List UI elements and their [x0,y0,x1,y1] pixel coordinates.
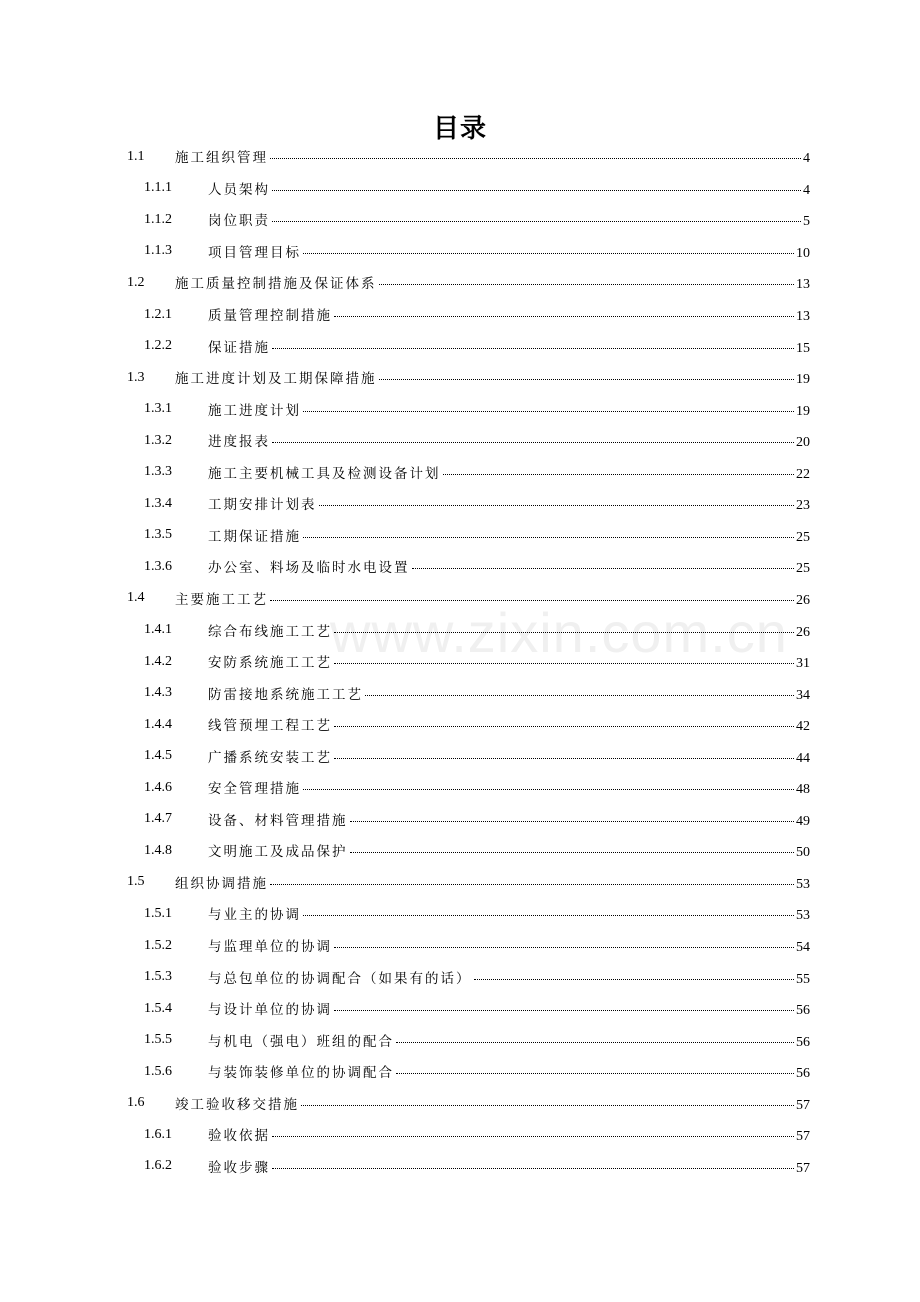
toc-entry-line [208,935,810,956]
toc-entry-text: 与监理单位的协调 [208,939,332,955]
toc-entry-line [175,588,810,609]
toc-entry-text: 与总包单位的协调配合（如果有的话） [208,970,472,987]
toc-entry-section[interactable] [0,867,920,899]
toc-entry-page-number: 4 [803,182,810,198]
toc-dot-leader [303,253,794,254]
toc-entry-text: 施工组织管理 [175,150,268,167]
toc-entry-number: 1.4.4 [144,716,172,732]
toc-entry-subsection[interactable] [0,930,920,962]
toc-entry-page-number: 20 [796,435,810,451]
toc-entry-text: 施工进度计划 [208,402,301,419]
toc-entry-number: 1.3.3 [144,464,172,480]
toc-entry-page-number: 56 [796,1003,810,1019]
toc-entry-line [208,620,810,641]
toc-entry-number: 1.6.2 [144,1158,172,1174]
toc-entry-number: 1.2 [127,274,145,290]
toc-entry-line [208,304,810,325]
toc-entry-page-number: 22 [796,466,810,482]
toc-entry-subsection[interactable] [0,425,920,457]
toc-entry-number: 1.4 [127,590,145,606]
toc-entry-number: 1.5.2 [144,937,172,953]
toc-entry-line [208,1030,810,1051]
toc-entry-text: 与装饰装修单位的协调配合 [208,1065,394,1082]
toc-entry-number: 1.5.6 [144,1063,172,1079]
toc-entry-text: 主要施工工艺 [175,591,268,608]
toc-dot-leader [350,821,795,822]
toc-entry-number: 1.3.1 [144,401,172,417]
toc-dot-leader [412,568,795,569]
toc-dot-leader [270,158,801,159]
toc-entry-line [208,809,810,830]
toc-entry-number: 1.1 [127,148,145,164]
toc-entry-text: 工期安排计划表 [208,497,317,514]
toc-entry-subsection[interactable] [0,898,920,930]
toc-entry-text: 与设计单位的协调 [208,1002,332,1019]
toc-entry-subsection[interactable] [0,709,920,741]
toc-entry-section[interactable] [0,141,920,173]
toc-entry-line [208,178,810,199]
toc-dot-leader [396,1073,794,1074]
toc-entry-subsection[interactable] [0,646,920,678]
toc-entry-page-number: 53 [796,908,810,924]
toc-dot-leader [396,1042,794,1043]
toc-entry-subsection[interactable] [0,614,920,646]
toc-entry-page-number: 55 [796,971,810,987]
toc-entry-line [208,746,810,767]
toc-entry-page-number: 57 [796,1097,810,1113]
toc-entry-text: 综合布线施工工艺 [208,623,332,640]
toc-dot-leader [272,1136,794,1137]
toc-entry-line [208,683,810,704]
toc-dot-leader [272,348,794,349]
toc-dot-leader [334,947,794,948]
toc-dot-leader [272,221,801,222]
toc-entry-subsection[interactable] [0,173,920,205]
toc-entry-page-number: 26 [796,592,810,608]
toc-entry-line [175,367,810,388]
toc-entry-text: 竣工验收移交措施 [175,1096,299,1113]
toc-entry-page-number: 13 [796,277,810,293]
toc-dot-leader [443,474,795,475]
toc-entry-line [208,714,810,735]
toc-entry-subsection[interactable] [0,961,920,993]
toc-entry-number: 1.3 [127,369,145,385]
toc-dot-leader [303,789,794,790]
toc-entry-number: 1.2.1 [144,306,172,322]
toc-entry-number: 1.4.7 [144,811,172,827]
toc-entry-page-number: 34 [796,687,810,703]
toc-entry-page-number: 4 [803,151,810,167]
toc-entry-line [208,336,810,357]
toc-entry-line [208,1156,810,1177]
toc-entry-subsection[interactable] [0,330,920,362]
toc-entry-number: 1.6.1 [144,1126,172,1142]
toc-entry-text: 工期保证措施 [208,528,301,545]
toc-entry-subsection[interactable] [0,204,920,236]
toc-entry-page-number: 15 [796,340,810,356]
toc-dot-leader [379,284,795,285]
toc-entry-page-number: 13 [796,309,810,324]
toc-entry-text: 与业主的协调 [208,907,301,924]
toc-entry-page-number: 19 [796,372,810,388]
toc-entry-subsection[interactable] [0,236,920,268]
toc-entry-page-number: 48 [796,782,810,798]
toc-entry-text: 质量管理控制措施 [208,308,332,324]
toc-entry-line [208,209,810,230]
toc-dot-leader [365,695,794,696]
toc-entry-line [175,272,810,293]
toc-title: 目录 [432,114,487,144]
toc-entry-number: 1.2.2 [144,338,172,354]
toc-entry-number: 1.4.1 [144,622,172,637]
toc-entry-page-number: 10 [796,245,810,261]
toc-entry-number: 1.3.2 [144,432,172,448]
toc-entry-subsection[interactable] [0,804,920,836]
toc-dot-leader [270,600,794,601]
toc-entry-text: 办公室、料场及临时水电设置 [208,560,410,577]
toc-entry-line [208,430,810,451]
toc-entry-text: 岗位职责 [208,213,270,230]
toc-entry-number: 1.4.5 [144,748,172,764]
toc-entry-line [208,651,810,672]
toc-entry-text: 进度报表 [208,434,270,451]
toc-entry-line [208,462,810,483]
toc-entry-subsection[interactable] [0,551,920,583]
toc-entry-number: 1.4.8 [144,842,172,858]
toc-entry-line [208,493,810,514]
toc-entry-text: 验收依据 [208,1128,270,1145]
toc-entry-number: 1.4.2 [144,653,172,669]
toc-entry-line [208,1061,810,1082]
toc-entry-subsection[interactable] [0,1024,920,1056]
toc-entry-page-number: 56 [796,1034,810,1050]
toc-entry-page-number: 19 [796,403,810,419]
toc-entry-page-number: 23 [796,498,810,514]
toc-entry-number: 1.1.3 [144,243,172,259]
toc-entry-text: 安全管理措施 [208,781,301,798]
toc-dot-leader [272,442,794,443]
toc-entry-text: 施工主要机械工具及检测设备计划 [208,465,441,482]
toc-entry-page-number: 54 [796,940,810,955]
toc-entry-line [208,903,810,924]
toc-entry-number: 1.3.6 [144,558,172,574]
toc-dot-leader [474,979,795,980]
toc-entry-line [208,556,810,577]
toc-entry-line [208,525,810,546]
toc-entry-number: 1.6 [127,1095,145,1111]
toc-dot-leader [303,537,794,538]
toc-dot-leader [334,632,794,633]
toc-entry-line [208,967,810,988]
toc-entry-subsection[interactable] [0,677,920,709]
toc-dot-leader [334,663,794,664]
toc-entry-section[interactable] [0,583,920,615]
toc-entry-subsection[interactable] [0,393,920,425]
toc-dot-leader [272,1168,794,1169]
toc-entry-page-number: 49 [796,813,810,829]
toc-entry-text: 安防系统施工工艺 [208,655,332,672]
toc-entry-text: 验收步骤 [208,1159,270,1176]
toc-entry-line [175,872,810,893]
toc-entry-text: 防雷接地系统施工工艺 [208,686,363,703]
toc-entry-line [208,777,810,798]
toc-dot-leader [272,190,801,191]
toc-entry-page-number: 53 [796,876,810,892]
toc-entry-text: 广播系统安装工艺 [208,749,332,766]
toc-entry-page-number: 31 [796,656,810,672]
toc-dot-leader [334,758,794,759]
toc-entry-number: 1.5.4 [144,1000,172,1016]
toc-entry-subsection[interactable] [0,835,920,867]
toc-entry-page-number: 25 [796,561,810,577]
toc-dot-leader [303,915,794,916]
toc-entry-number: 1.4.6 [144,779,172,795]
toc-entry-page-number: 44 [796,750,810,766]
toc-entry-subsection[interactable] [0,1119,920,1151]
toc-dot-leader [319,505,795,506]
toc-entry-section[interactable] [0,1088,920,1120]
toc-entry-number: 1.5 [127,874,145,890]
toc-entry-number: 1.3.5 [144,527,172,543]
toc-entry-number: 1.5.1 [144,905,172,921]
watermark: www.zixin.com.cn [330,601,788,664]
toc-entry-subsection[interactable] [0,299,920,331]
toc-entry-number: 1.5.5 [144,1032,172,1048]
toc-entry-page-number: 50 [796,845,810,861]
toc-entry-page-number: 57 [796,1129,810,1145]
toc-entry-text: 文明施工及成品保护 [208,844,348,861]
toc-entry-page-number: 5 [803,214,810,230]
toc-entry-page-number: 26 [796,624,810,640]
toc-entry-text: 项目管理目标 [208,244,301,261]
toc-entry-number: 1.3.4 [144,495,172,511]
toc-entry-subsection[interactable] [0,520,920,552]
toc-entry-text: 人员架构 [208,181,270,198]
toc-entry-number: 1.5.3 [144,969,172,985]
toc-dot-leader [334,1010,794,1011]
toc-entry-text: 施工质量控制措施及保证体系 [175,276,377,293]
toc-dot-leader [350,852,795,853]
toc-entry-page-number: 57 [796,1160,810,1176]
toc-entry-page-number: 42 [796,719,810,735]
toc-entry-text: 线管预埋工程工艺 [208,718,332,735]
toc-entry-page-number: 56 [796,1066,810,1082]
toc-dot-leader [301,1105,794,1106]
toc-entry-text: 设备、材料管理措施 [208,812,348,829]
toc-entry-line [208,840,810,861]
toc-entry-page-number: 25 [796,529,810,545]
toc-dot-leader [334,726,794,727]
toc-entry-number: 1.1.2 [144,211,172,227]
toc-entry-subsection[interactable] [0,1056,920,1088]
toc-dot-leader [303,411,794,412]
toc-entry-subsection[interactable] [0,993,920,1025]
toc-entry-section[interactable] [0,362,920,394]
toc-entry-line [208,1124,810,1145]
toc-entry-line [175,1093,810,1114]
toc-entry-line [208,241,810,262]
toc-entry-section[interactable] [0,267,920,299]
toc-entry-subsection[interactable] [0,1151,920,1183]
toc-entry-subsection[interactable] [0,772,920,804]
toc-entry-subsection[interactable] [0,488,920,520]
toc-dot-leader [379,379,795,380]
toc-entry-text: 与机电（强电）班组的配合 [208,1033,394,1050]
toc-entry-text: 施工进度计划及工期保障措施 [175,371,377,388]
toc-entry-text: 保证措施 [208,339,270,356]
toc-entry-line [175,146,810,167]
toc-entry-line [208,399,810,420]
toc-entry-subsection[interactable] [0,457,920,489]
toc-dot-leader [270,884,794,885]
toc-entry-subsection[interactable] [0,740,920,772]
toc-entry-text: 组织协调措施 [175,875,268,892]
toc-entry-number: 1.1.1 [144,180,172,196]
toc-entry-line [208,998,810,1019]
toc-dot-leader [334,316,794,317]
toc-entry-number: 1.4.3 [144,685,172,701]
